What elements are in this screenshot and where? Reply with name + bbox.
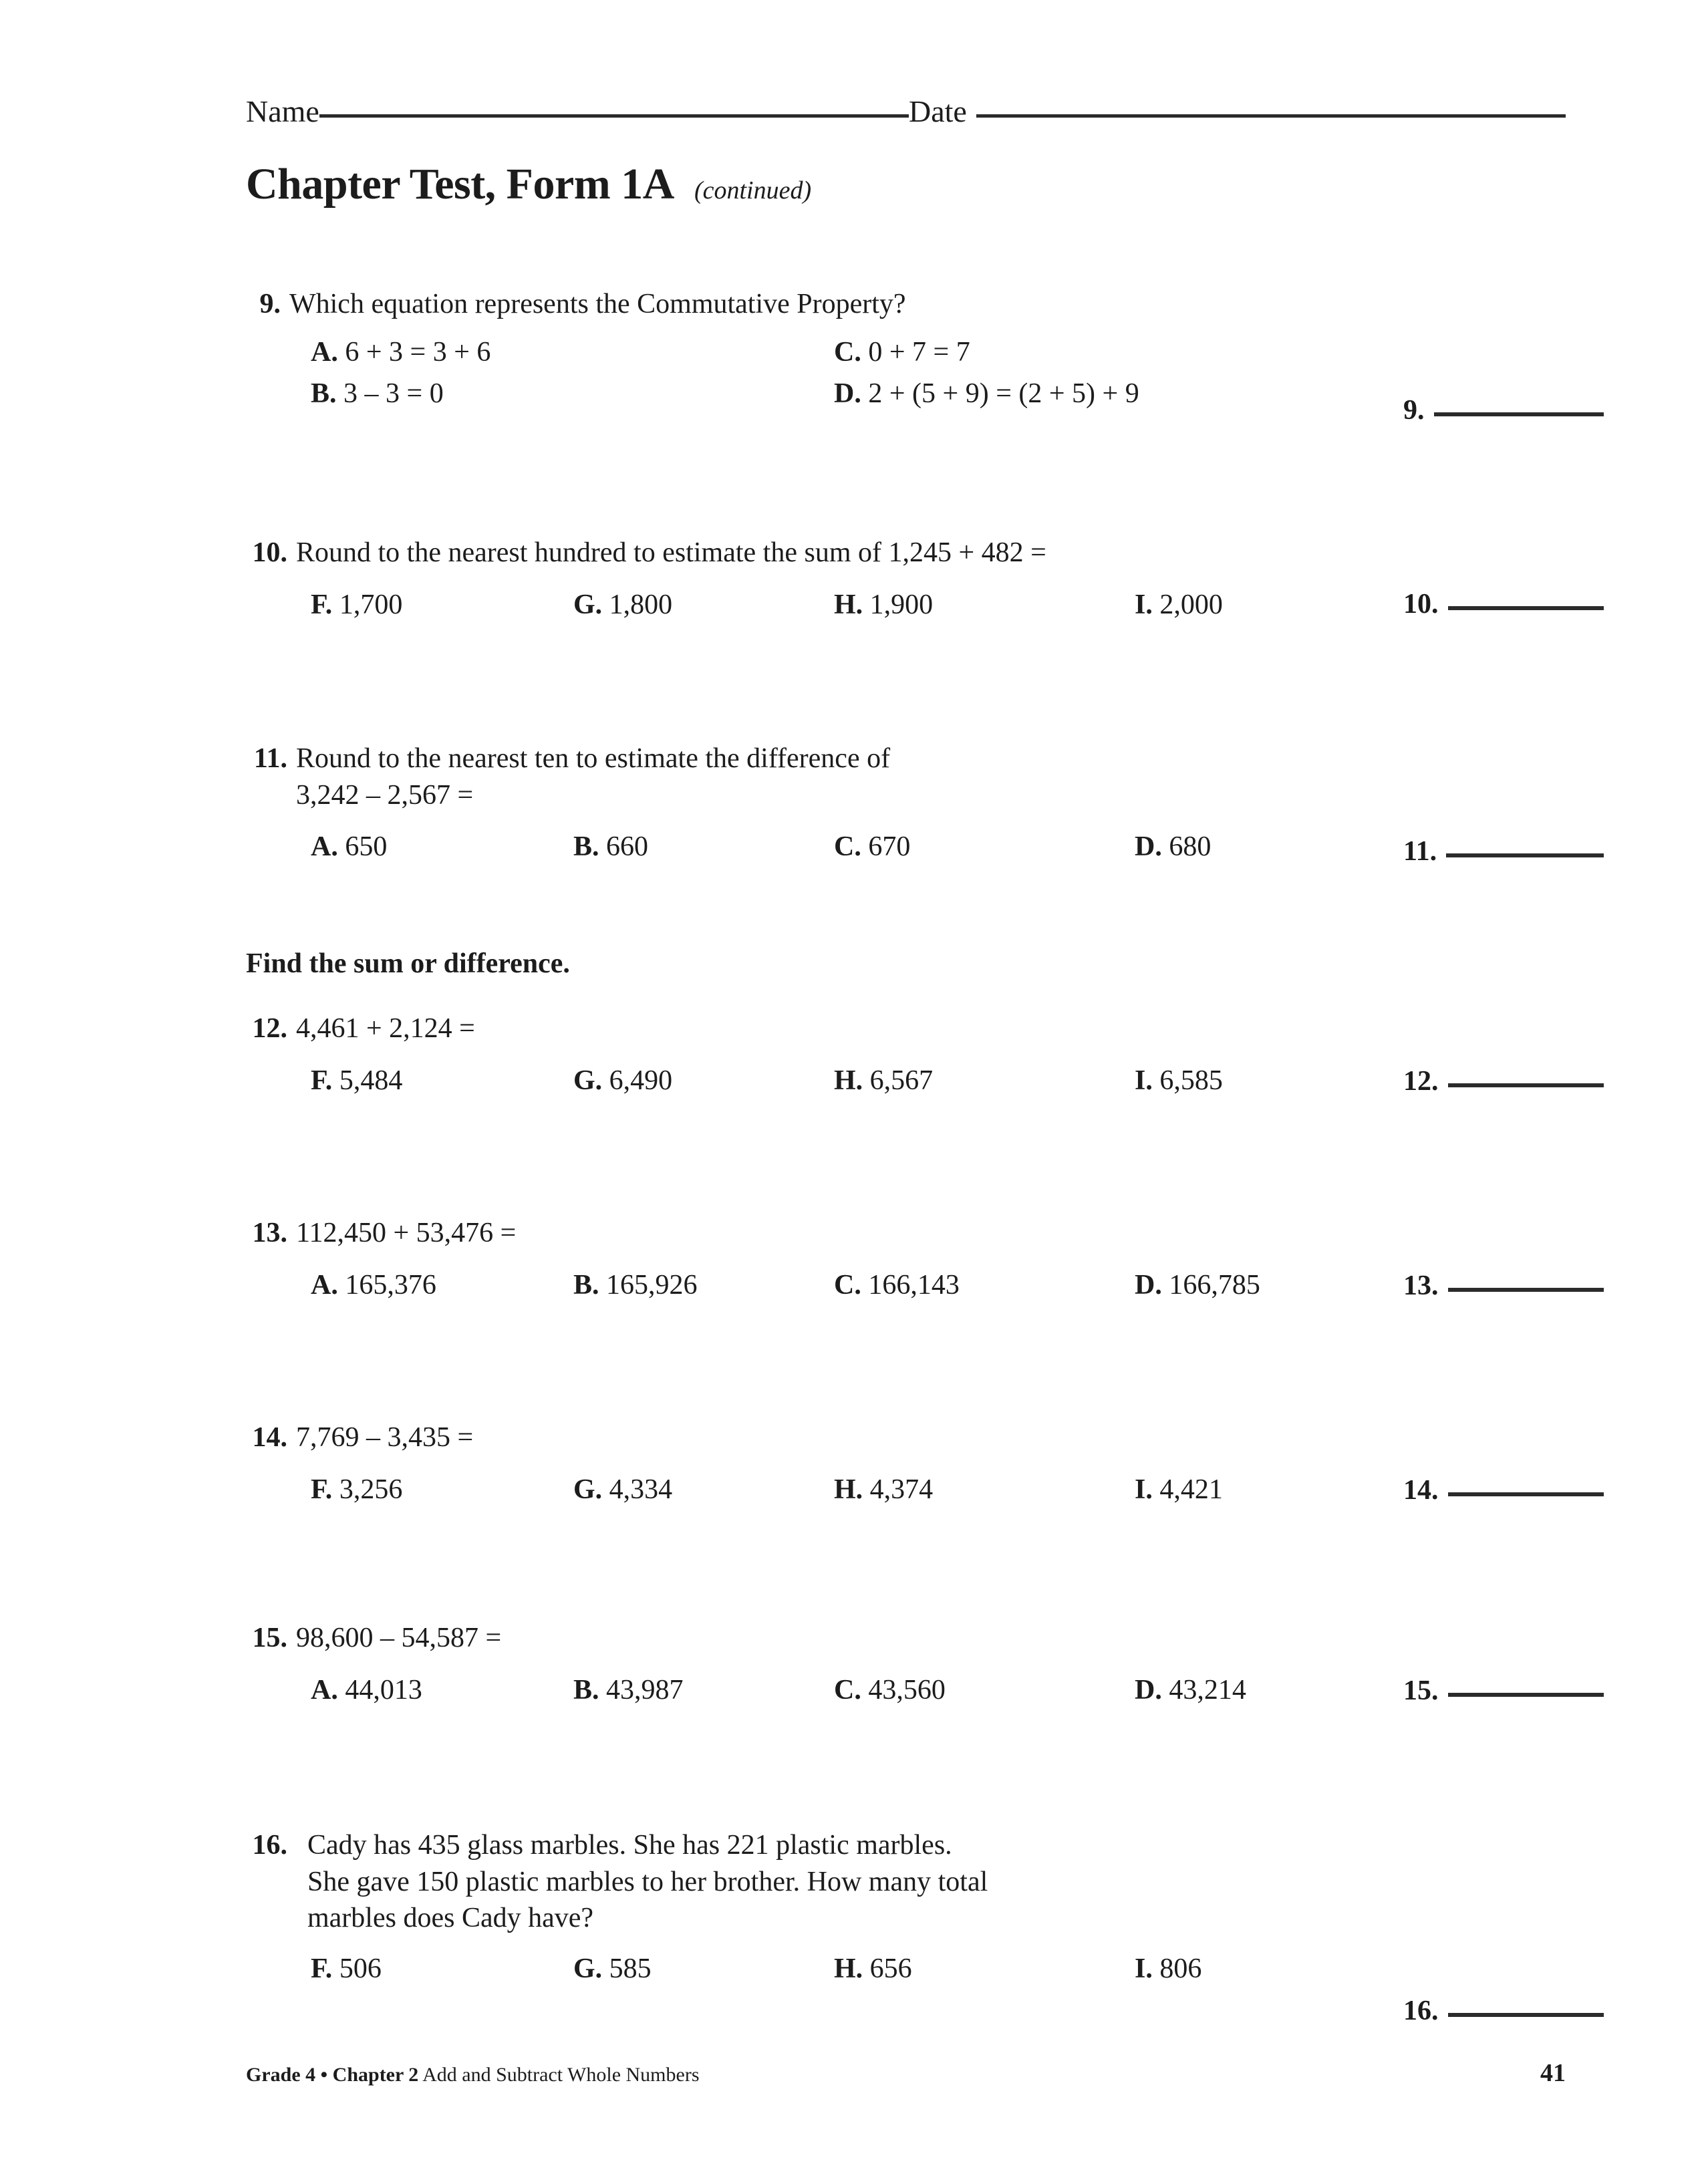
question-15-option-b[interactable] (573, 1674, 684, 1706)
answer-blank-13-line[interactable] (1448, 1288, 1604, 1292)
question-13-prompt: 112,450 + 53,476 = (296, 1218, 517, 1248)
question-16-option-i[interactable] (1135, 1953, 1201, 1985)
question-11-prompt-wrap (296, 740, 1576, 813)
option-letter-h: H. (834, 589, 863, 620)
option-text-b: 43,987 (606, 1674, 684, 1705)
question-11-options-row (246, 831, 1576, 868)
option-letter-a: A. (311, 831, 338, 863)
question-10-option-h[interactable] (834, 589, 933, 621)
question-9-options-row-1 (246, 336, 1576, 374)
answer-blank-14-line[interactable] (1448, 1492, 1604, 1496)
question-15-option-a[interactable] (311, 1674, 422, 1706)
question-10-option-g[interactable] (573, 589, 672, 621)
answer-blank-15[interactable] (1403, 1675, 1604, 1707)
answer-blank-11[interactable] (1403, 835, 1604, 867)
footer-source (246, 2064, 700, 2086)
question-15-text (246, 1620, 1576, 1657)
option-letter-h: H. (834, 1953, 863, 1984)
question-14-option-i[interactable] (1135, 1474, 1223, 1506)
option-letter-d: D. (1135, 1674, 1162, 1705)
option-letter-b: B. (573, 831, 599, 863)
question-11-option-b[interactable] (573, 831, 648, 863)
question-11 (246, 740, 1576, 868)
question-12-option-i[interactable] (1135, 1065, 1223, 1097)
question-12-text (246, 1010, 1576, 1047)
question-16 (246, 1827, 1576, 1990)
option-letter-g: G. (573, 589, 603, 620)
option-letter-h: H. (834, 1065, 863, 1096)
answer-blank-13[interactable] (1403, 1270, 1604, 1302)
question-13-number: 13. (252, 1218, 287, 1248)
option-text-a: 44,013 (345, 1674, 422, 1705)
question-10-text (246, 535, 1576, 571)
option-letter-a: A. (311, 336, 338, 368)
answer-blank-9[interactable] (1403, 394, 1604, 426)
question-10-option-f[interactable] (311, 589, 402, 621)
option-text-d: 680 (1169, 831, 1212, 863)
question-12-option-f[interactable] (311, 1065, 402, 1097)
date-label: Date (909, 94, 967, 128)
answer-blank-10-label: 10. (1403, 589, 1439, 620)
option-letter-f: F. (311, 1953, 333, 1984)
question-9-option-a[interactable] (311, 336, 490, 368)
option-letter-i: I. (1135, 589, 1153, 620)
question-9-prompt: Which equation represents the Commutative Property? (289, 289, 906, 319)
option-text-g: 1,800 (609, 589, 673, 620)
answer-blank-13-label: 13. (1403, 1270, 1439, 1301)
question-11-prompt-line2: 3,242 – 2,567 = (296, 779, 474, 811)
option-text-i: 2,000 (1159, 589, 1223, 620)
option-text-h: 6,567 (869, 1065, 934, 1096)
option-letter-g: G. (573, 1065, 603, 1096)
answer-blank-15-line[interactable] (1448, 1693, 1604, 1697)
question-9-option-c[interactable] (834, 336, 970, 368)
question-13 (246, 1215, 1576, 1307)
question-11-option-c[interactable] (834, 831, 910, 863)
question-15 (246, 1620, 1576, 1712)
option-letter-i: I. (1135, 1065, 1153, 1096)
name-label: Name (246, 94, 319, 128)
footer-chapter-title: Add and Subtract Whole Numbers (422, 2064, 700, 2086)
option-text-i: 806 (1159, 1953, 1202, 1984)
option-text-d: 43,214 (1169, 1674, 1246, 1705)
answer-blank-10[interactable] (1403, 588, 1604, 620)
option-letter-c: C. (834, 1674, 861, 1705)
question-16-prompt-wrap (307, 1827, 1576, 1937)
answer-blank-12[interactable] (1403, 1065, 1604, 1097)
option-letter-c: C. (834, 831, 861, 863)
answer-blank-9-label: 9. (1403, 395, 1425, 426)
option-letter-g: G. (573, 1474, 603, 1505)
question-15-options-row (246, 1674, 1576, 1712)
question-12-option-g[interactable] (573, 1065, 672, 1097)
page-number: 41 (1540, 2059, 1566, 2087)
question-11-prompt: Round to the nearest ten to estimate the difference of (296, 743, 891, 774)
question-14-number: 14. (252, 1422, 287, 1453)
question-9-option-d[interactable] (834, 378, 1139, 410)
question-15-prompt: 98,600 – 54,587 = (296, 1623, 502, 1653)
option-text-d: 2 + (5 + 9) = (2 + 5) + 9 (868, 378, 1139, 409)
question-15-option-d[interactable] (1135, 1674, 1246, 1706)
question-14-option-h[interactable] (834, 1474, 933, 1506)
option-letter-b: B. (573, 1269, 599, 1301)
question-16-options-row (246, 1953, 1576, 1990)
option-text-f: 5,484 (339, 1065, 403, 1096)
option-text-g: 585 (609, 1953, 652, 1984)
question-16-option-h[interactable] (834, 1953, 912, 1985)
answer-blank-16-label: 16. (1403, 1996, 1439, 2026)
question-12-number: 12. (252, 1013, 287, 1044)
answer-blank-12-label: 12. (1403, 1066, 1439, 1097)
answer-blank-14-label: 14. (1403, 1475, 1439, 1506)
question-15-number: 15. (252, 1623, 287, 1653)
question-9-text (246, 286, 1576, 323)
option-text-a: 650 (345, 831, 388, 863)
question-15-option-c[interactable] (834, 1674, 946, 1706)
option-letter-c: C. (834, 336, 861, 368)
option-text-c: 0 + 7 = 7 (868, 336, 970, 368)
question-11-number: 11. (253, 743, 287, 774)
question-10-prompt: Round to the nearest hundred to estimate the sum of 1,245 + 482 = (296, 537, 1046, 568)
option-text-g: 4,334 (609, 1474, 673, 1505)
option-letter-c: C. (834, 1269, 861, 1301)
option-text-f: 3,256 (339, 1474, 403, 1505)
question-16-prompt-line2: She gave 150 plastic marbles to her brother. How many total (307, 1866, 988, 1897)
continued-label: (continued) (694, 176, 812, 204)
question-14-options-row (246, 1474, 1576, 1511)
option-text-f: 1,700 (339, 589, 403, 620)
answer-blank-14[interactable] (1403, 1474, 1604, 1506)
option-letter-f: F. (311, 1065, 333, 1096)
answer-blank-16-line[interactable] (1448, 2013, 1604, 2017)
option-letter-d: D. (1135, 1269, 1162, 1301)
option-text-c: 670 (868, 831, 911, 863)
question-11-option-d[interactable] (1135, 831, 1211, 863)
answer-blank-9-line[interactable] (1434, 412, 1604, 416)
question-16-prompt-line3: marbles does Cady have? (307, 1903, 594, 1934)
option-letter-a: A. (311, 1269, 338, 1301)
question-16-text (246, 1827, 1576, 1937)
option-letter-d: D. (834, 378, 861, 409)
question-16-number: 16. (252, 1830, 287, 1861)
option-text-b: 660 (606, 831, 649, 863)
question-16-prompt: Cady has 435 glass marbles. She has 221 plastic marbles. (307, 1830, 952, 1861)
option-text-d: 166,785 (1169, 1269, 1260, 1301)
option-letter-i: I. (1135, 1953, 1153, 1984)
option-text-h: 4,374 (869, 1474, 934, 1505)
option-letter-h: H. (834, 1474, 863, 1505)
question-13-options-row (246, 1269, 1576, 1307)
question-13-option-a[interactable] (311, 1269, 436, 1301)
option-letter-b: B. (573, 1674, 599, 1705)
option-text-a: 6 + 3 = 3 + 6 (345, 336, 491, 368)
option-letter-g: G. (573, 1953, 603, 1984)
option-letter-f: F. (311, 589, 333, 620)
option-text-c: 43,560 (868, 1674, 946, 1705)
page-title-row (246, 159, 811, 210)
option-text-h: 1,900 (869, 589, 934, 620)
question-13-option-d[interactable] (1135, 1269, 1260, 1301)
answer-blank-10-line[interactable] (1448, 606, 1604, 610)
question-11-text (246, 740, 1576, 813)
option-letter-i: I. (1135, 1474, 1153, 1505)
question-14-text (246, 1419, 1576, 1456)
footer-grade-chapter: Grade 4 • Chapter 2 (246, 2064, 419, 2086)
option-text-g: 6,490 (609, 1065, 673, 1096)
question-13-option-c[interactable] (834, 1269, 960, 1301)
question-10-option-i[interactable] (1135, 589, 1223, 621)
section-heading: Find the sum or difference. (246, 948, 570, 979)
option-letter-a: A. (311, 1674, 338, 1705)
option-letter-f: F. (311, 1474, 333, 1505)
question-14-option-g[interactable] (573, 1474, 672, 1506)
date-input-line[interactable] (976, 114, 1566, 118)
option-text-b: 3 – 3 = 0 (343, 378, 444, 409)
option-text-c: 166,143 (868, 1269, 960, 1301)
question-9-number: 9. (259, 289, 281, 319)
option-letter-b: B. (311, 378, 337, 409)
option-text-a: 165,376 (345, 1269, 436, 1301)
question-12-prompt: 4,461 + 2,124 = (296, 1013, 475, 1044)
option-text-i: 4,421 (1159, 1474, 1223, 1505)
question-13-text (246, 1215, 1576, 1252)
answer-blank-11-label: 11. (1403, 836, 1437, 867)
question-10-number: 10. (252, 537, 287, 568)
name-input-line[interactable] (319, 114, 909, 118)
question-12 (246, 1010, 1576, 1102)
question-9 (246, 286, 1576, 415)
question-12-options-row (246, 1065, 1576, 1102)
page-title: Chapter Test, Form 1A (246, 160, 674, 209)
question-10-options-row (246, 589, 1576, 626)
answer-blank-15-label: 15. (1403, 1675, 1439, 1706)
option-text-i: 6,585 (1159, 1065, 1223, 1096)
name-date-row (246, 94, 1566, 129)
question-9-options-row-2 (246, 378, 1576, 415)
answer-blank-12-line[interactable] (1448, 1083, 1604, 1087)
answer-blank-11-line[interactable] (1446, 853, 1604, 857)
question-10 (246, 535, 1576, 626)
question-16-option-f[interactable] (311, 1953, 382, 1985)
question-14 (246, 1419, 1576, 1511)
question-12-option-h[interactable] (834, 1065, 933, 1097)
page-footer (246, 2058, 1566, 2088)
question-14-option-f[interactable] (311, 1474, 402, 1506)
answer-blank-16[interactable] (1403, 1995, 1604, 2027)
option-letter-d: D. (1135, 831, 1162, 863)
option-text-h: 656 (869, 1953, 912, 1984)
question-11-option-a[interactable] (311, 831, 387, 863)
option-text-b: 165,926 (606, 1269, 698, 1301)
question-13-option-b[interactable] (573, 1269, 698, 1301)
question-14-prompt: 7,769 – 3,435 = (296, 1422, 474, 1453)
option-text-f: 506 (339, 1953, 382, 1984)
question-9-option-b[interactable] (311, 378, 444, 410)
question-16-option-g[interactable] (573, 1953, 652, 1985)
